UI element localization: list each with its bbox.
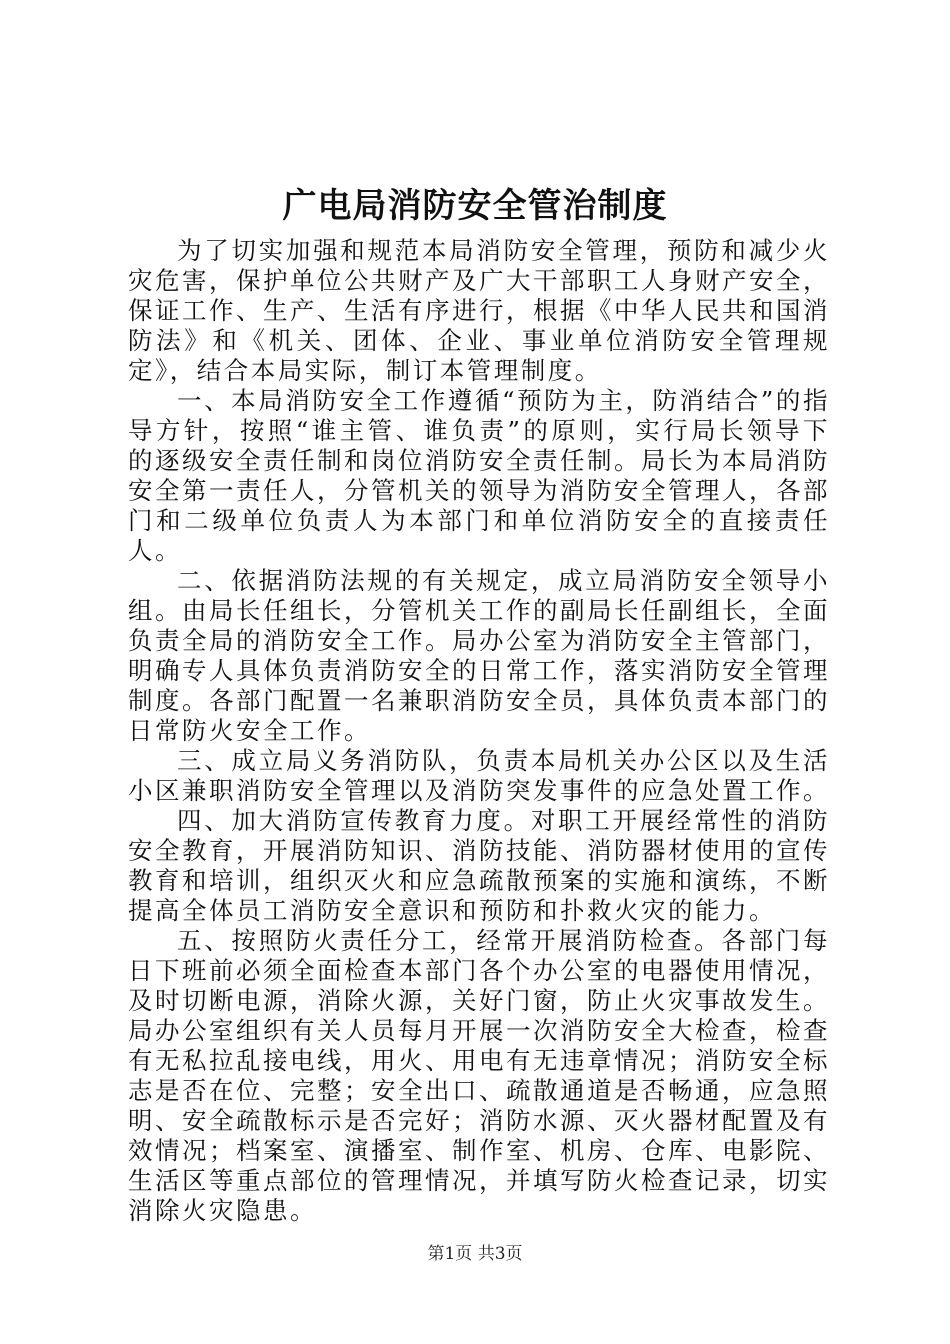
clause-5-paragraph: 五、按照防火责任分工，经常开展消防检查。各部门每日下班前必须全面检查本部门各个办公室的电器使用情况，及时切断电源，消除火源，关好门窗，防止火灾事故发生。局办公室组织有关人员每月开展一次消防安全大检查，检查有无私拉乱接电线，用火、用电有无违章情况；消防安全标志是否在位、完整；安全出口、疏散通道是否畅通，应急照明、安全疏散标示是否完好；消防水源、灭火器材配置及有效情况；档案室、演播室、制作室、机房、仓库、电影院、生活区等重点部位的管理情况，并填写防火检查记录，切实消除火灾隐患。 [128, 926, 830, 1225]
document-title: 广电局消防安全管治制度 [282, 186, 668, 226]
clause-3-paragraph: 三、成立局义务消防队，负责本局机关办公区以及生活小区兼职消防安全管理以及消防突发事件的应急处置工作。 [128, 746, 830, 805]
clause-2-paragraph: 二、依据消防法规的有关规定，成立局消防安全领导小组。由局长任组长，分管机关工作的副局长任副组长，全面负责全局的消防安全工作。局办公室为消防安全主管部门，明确专人具体负责消防安全的日常工作，落实消防安全管理制度。各部门配置一名兼职消防安全员，具体负责本部门的日常防火安全工作。 [128, 566, 830, 745]
clause-4-paragraph: 四、加大消防宣传教育力度。对职工开展经常性的消防安全教育，开展消防知识、消防技能、消防器材使用的宣传教育和培训，组织灭火和应急疏散预案的实施和演练，不断提高全体员工消防安全意识和预防和扑救火灾的能力。 [128, 806, 830, 925]
clause-1-paragraph: 一、本局消防安全工作遵循“预防为主，防消结合”的指导方针，按照“谁主管、谁负责”的原则，实行局长领导下的逐级安全责任制和岗位消防安全责任制。局长为本局消防安全第一责任人，分管机关的领导为消防安全管理人，各部门和二级单位负责人为本部门和单位消防安全的直接责任人。 [128, 386, 830, 565]
document-body [128, 236, 830, 1226]
intro-paragraph: 为了切实加强和规范本局消防安全管理，预防和减少火灾危害，保护单位公共财产及广大干部职工人身财产安全，保证工作、生产、生活有序进行，根据《中华人民共和国消防法》和《机关、团体、企业、事业单位消防安全管理规定》，结合本局实际，制订本管理制度。 [128, 236, 830, 385]
page-footer: 第1页 共3页 [427, 1244, 523, 1264]
